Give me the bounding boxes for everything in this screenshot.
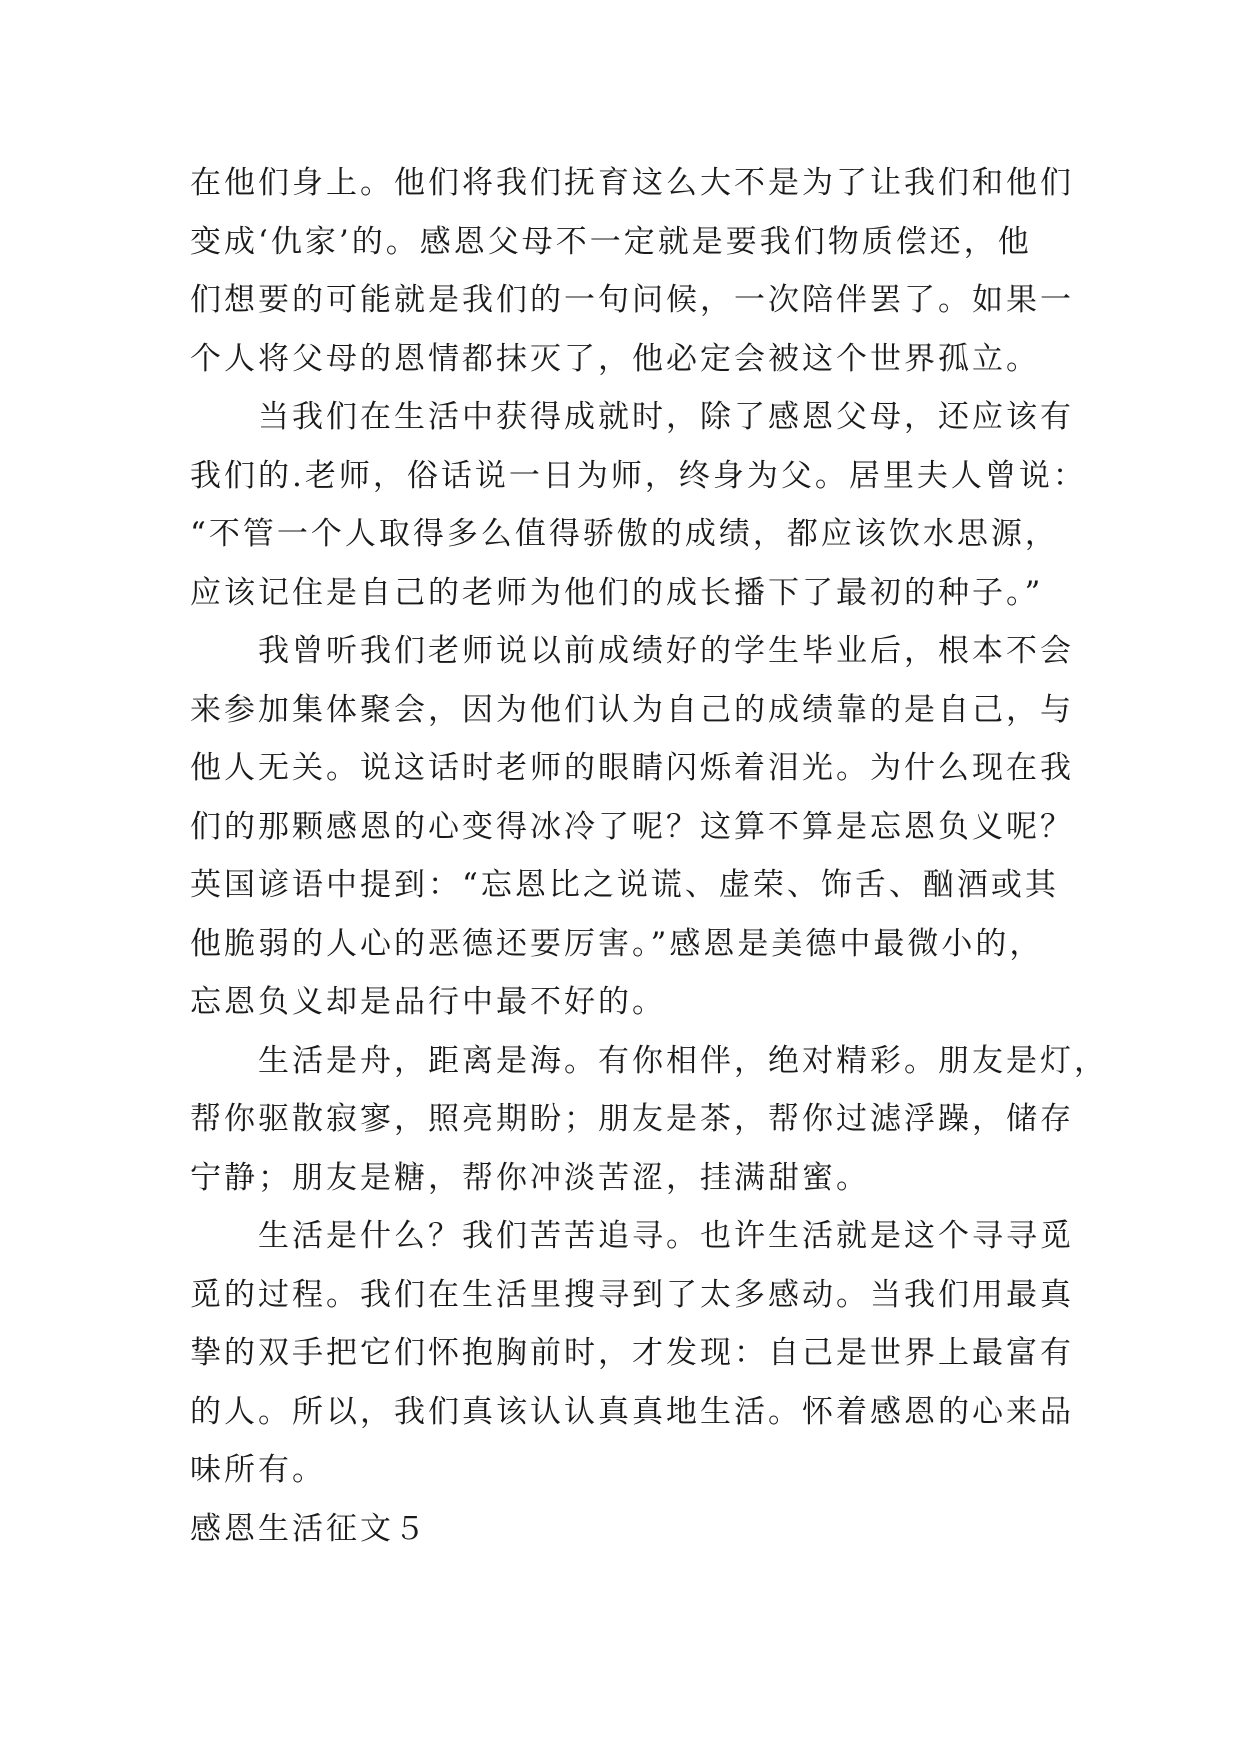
text-line: 我们的.老师，俗话说一日为师，终身为父。居里夫人曾说：: [190, 457, 1087, 494]
text-line: 在他们身上。他们将我们抚育这么大不是为了让我们和他们: [190, 165, 1074, 201]
text-line: 个人将父母的恩情都抹灭了，他必定会被这个世界孤立。: [190, 340, 1040, 377]
section-heading: 感恩生活征文５: [190, 1510, 428, 1547]
text-line: 他脆弱的人心的恶德还要厉害。”感恩是美德中最微小的，: [190, 925, 1044, 962]
text-line: 宁静；朋友是糖，帮你冲淡苦涩，挂满甜蜜。: [190, 1159, 870, 1196]
text-line: 们想要的可能就是我们的一句问候，一次陪伴罢了。如果一: [190, 282, 1074, 318]
text-line: 应该记住是自己的老师为他们的成长播下了最初的种子。”: [190, 574, 1044, 611]
text-line: 味所有。: [190, 1452, 326, 1488]
text-line: “不管一个人取得多么值得骄傲的成绩，都应该饮水思源，: [190, 516, 1059, 552]
text-line: 们的那颗感恩的心变得冰冷了呢？这算不算是忘恩负义呢？: [190, 808, 1074, 845]
paragraph-start-line: 我曾听我们老师说以前成绩好的学生毕业后，根本不会: [258, 633, 1074, 669]
text-line: 英国谚语中提到：“忘恩比之说谎、虚荣、饰舌、酗酒或其: [190, 867, 1059, 903]
text-line: 帮你驱散寂寥，照亮期盼；朋友是茶，帮你过滤浮躁，储存: [190, 1101, 1074, 1137]
text-line: 他人无关。说这话时老师的眼睛闪烁着泪光。为什么现在我: [190, 750, 1074, 786]
text-line: 的人。所以，我们真该认认真真地生活。怀着感恩的心来品: [190, 1393, 1074, 1430]
text-line: 觅的过程。我们在生活里搜寻到了太多感动。当我们用最真: [190, 1276, 1074, 1313]
text-line: 来参加集体聚会，因为他们认为自己的成绩靠的是自己，与: [190, 691, 1074, 728]
paragraph-start-line: 当我们在生活中获得成就时，除了感恩父母，还应该有: [258, 399, 1074, 435]
paragraph-start-line: 生活是什么？我们苦苦追寻。也许生活就是这个寻寻觅: [258, 1218, 1074, 1254]
document-body: [190, 154, 1108, 1558]
text-line: 忘恩负义却是品行中最不好的。: [190, 984, 666, 1020]
text-line: 变成‘仇家’的。感恩父母不一定就是要我们物质偿还，他: [190, 223, 1032, 260]
paragraph-start-line: 生活是舟，距离是海。有你相伴，绝对精彩。朋友是灯，: [258, 1042, 1108, 1079]
text-line: 挚的双手把它们怀抱胸前时，才发现：自己是世界上最富有: [190, 1335, 1074, 1371]
